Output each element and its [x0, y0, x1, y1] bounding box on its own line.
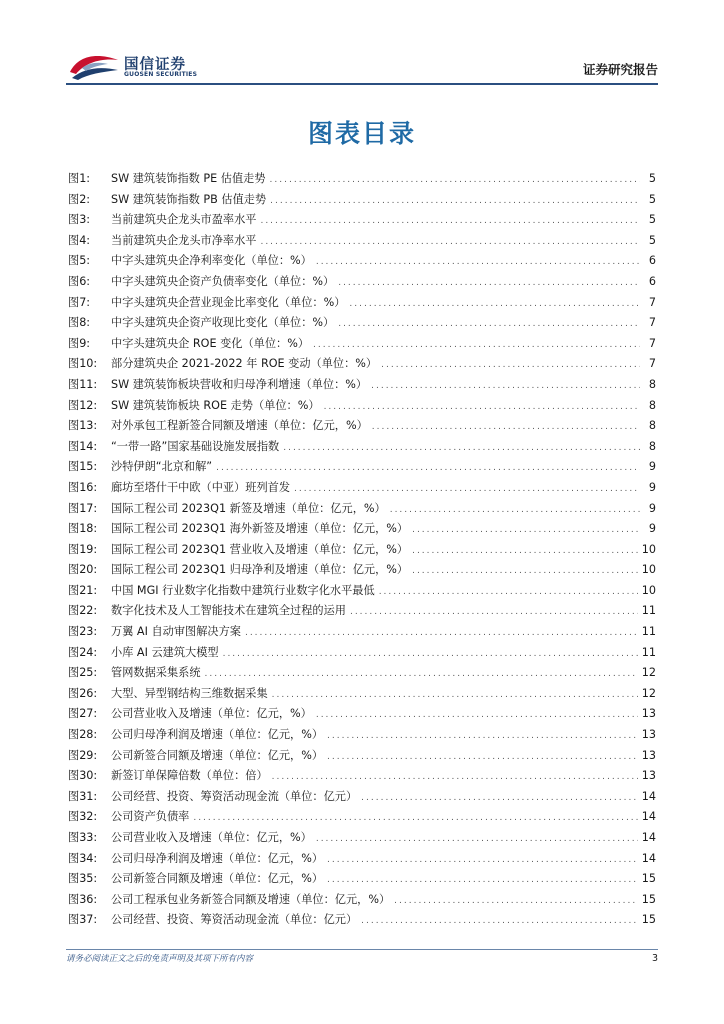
toc-entry-page: 13 [641, 707, 656, 721]
toc-entry-number: 图24: [68, 645, 98, 659]
toc-dot-leader [349, 294, 640, 315]
toc-dot-leader [327, 850, 638, 871]
toc-entry-number: 图23: [68, 625, 98, 639]
toc-entry[interactable] [68, 704, 656, 725]
toc-entry-title: SW 建筑装饰板块 ROE 走势（单位：%） [111, 398, 320, 412]
toc-dot-leader [283, 438, 640, 459]
toc-entry[interactable] [68, 560, 656, 581]
toc-dot-leader [412, 561, 638, 582]
toc-entry-number: 图25: [68, 666, 98, 680]
toc-entry[interactable] [68, 787, 656, 808]
toc-dot-leader [223, 644, 638, 665]
toc-entry-page: 14 [641, 810, 656, 824]
footer-disclaimer: 请务必阅读正文之后的免责声明及其项下所有内容 [66, 954, 254, 964]
toc-entry-page: 6 [648, 274, 656, 288]
toc-entry[interactable] [68, 519, 656, 540]
toc-entry[interactable] [68, 540, 656, 561]
toc-entry-number: 图4: [68, 233, 91, 247]
toc-dot-leader [260, 232, 640, 253]
toc-dot-leader [316, 705, 638, 726]
toc-dot-leader [272, 767, 638, 788]
toc-dot-leader [327, 726, 638, 747]
toc-dot-leader [294, 479, 640, 500]
toc-dot-leader [372, 417, 640, 438]
toc-entry-page: 15 [641, 872, 656, 886]
toc-entry-title: 万翼 AI 自动审图解决方案 [111, 625, 241, 639]
toc-entry-number: 图5: [68, 254, 91, 268]
toc-entry-page: 12 [641, 666, 656, 680]
toc-entry-page: 13 [641, 769, 656, 783]
toc-entry-page: 8 [648, 419, 656, 433]
toc-entry-title: 数字化技术及人工智能技术在建筑全过程的运用 [111, 604, 346, 618]
toc-entry-page: 12 [641, 686, 656, 700]
toc-entry-page: 7 [648, 357, 656, 371]
toc-entry-number: 图30: [68, 769, 98, 783]
toc-entry-page: 14 [641, 851, 656, 865]
toc-entry-page: 8 [648, 439, 656, 453]
toc-entry[interactable] [68, 396, 656, 417]
toc-entry-number: 图16: [68, 480, 98, 494]
toc-entry[interactable] [68, 663, 656, 684]
toc-entry-number: 图37: [68, 913, 98, 927]
toc-entry[interactable] [68, 190, 656, 211]
toc-entry[interactable] [68, 622, 656, 643]
toc-entry-title: 中字头建筑央企净利率变化（单位：%） [111, 254, 312, 268]
toc-entry-page: 15 [641, 913, 656, 927]
toc-dot-leader [371, 376, 640, 397]
toc-dot-leader [205, 664, 638, 685]
toc-entry-page: 7 [648, 295, 656, 309]
toc-dot-leader [412, 541, 638, 562]
toc-entry-number: 图27: [68, 707, 98, 721]
toc-dot-leader [245, 623, 638, 644]
toc-entry-title: 中国 MGI 行业数字化指数中建筑行业数字化水平最低 [111, 583, 375, 597]
toc-dot-leader [379, 582, 638, 603]
toc-entry-number: 图26: [68, 686, 98, 700]
guosen-logo [68, 48, 208, 88]
toc-entry-title: 大型、异型钢结构三维数据采集 [111, 686, 268, 700]
toc-entry-title: 中字头建筑央企营业现金比率变化（单位：%） [111, 295, 346, 309]
toc-dot-leader [316, 252, 640, 273]
page-number: 3 [651, 953, 658, 964]
toc-entry-page: 10 [641, 563, 656, 577]
toc-entry[interactable] [68, 169, 656, 190]
toc-entry-page: 13 [641, 728, 656, 742]
toc-entry-page: 5 [648, 213, 656, 227]
toc-entry[interactable] [68, 416, 656, 437]
toc-dot-leader [260, 211, 640, 232]
toc-dot-leader [270, 191, 640, 212]
toc-entry-page: 14 [641, 831, 656, 844]
toc-entry-number: 图11: [68, 377, 98, 391]
toc-entry[interactable] [68, 643, 656, 664]
toc-entry-number: 图18: [68, 522, 98, 536]
toc-entry-number: 图14: [68, 439, 98, 453]
toc-entry[interactable] [68, 890, 656, 911]
toc-entry-number: 图2: [68, 192, 91, 206]
toc-entry[interactable] [68, 828, 656, 849]
toc-entry[interactable] [68, 334, 656, 355]
toc-entry[interactable] [68, 499, 656, 520]
toc-entry-title: 公司资产负债率 [111, 810, 190, 824]
toc-dot-leader [338, 314, 640, 335]
toc-entry-title: SW 建筑装饰指数 PB 估值走势 [111, 192, 267, 206]
toc-entry-number: 图31: [68, 789, 98, 803]
toc-entry-number: 图1: [68, 172, 91, 185]
toc-dot-leader [327, 870, 638, 891]
toc-entry-number: 图9: [68, 336, 91, 350]
toc-entry-title: 国际工程公司 2023Q1 营业收入及增速（单位：亿元，%） [111, 542, 409, 556]
toc-entry[interactable] [68, 354, 656, 375]
toc-entry[interactable] [68, 601, 656, 622]
logo-chinese-name: 国信证券 [124, 57, 186, 73]
toc-entry-number: 图13: [68, 419, 98, 433]
toc-entry-title: 当前建筑央企龙头市盈率水平 [111, 213, 257, 227]
toc-dot-leader [313, 335, 640, 356]
toc-entry[interactable] [68, 210, 656, 231]
toc-entry-number: 图6: [68, 274, 91, 288]
toc-dot-leader [272, 685, 638, 706]
toc-entry-title: 公司营业收入及增速（单位：亿元，%） [111, 707, 312, 721]
toc-entry-page: 8 [648, 398, 656, 412]
toc-entry-number: 图10: [68, 357, 98, 371]
toc-entry-title: 公司新签合同额及增速（单位：亿元，%） [111, 748, 324, 762]
toc-entry-title: 公司工程承包业务新签合同额及增速（单位：亿元，%） [111, 892, 391, 906]
toc-entry[interactable] [68, 725, 656, 746]
toc-entry-title: 公司经营、投资、筹资活动现金流（单位：亿元） [111, 913, 358, 927]
toc-entry-title: 公司经营、投资、筹资活动现金流（单位：亿元） [111, 789, 358, 803]
page-header [0, 0, 724, 90]
toc-entry[interactable] [68, 457, 656, 478]
logo-mark-icon [68, 48, 120, 82]
toc-entry-page: 8 [648, 377, 656, 391]
toc-dot-leader [381, 355, 640, 376]
toc-entry-page: 7 [648, 316, 656, 330]
footer-divider [66, 949, 658, 950]
toc-entry-page: 15 [641, 892, 656, 906]
toc-entry-number: 图3: [68, 213, 91, 227]
toc-entry-page: 5 [648, 172, 656, 185]
toc-entry-title: “一带一路”国家基础设施发展指数 [111, 439, 280, 453]
header-divider [66, 83, 658, 85]
toc-entry-page: 13 [641, 748, 656, 762]
toc-entry-page: 5 [648, 233, 656, 247]
toc-entry-title: 中字头建筑央企 ROE 变化（单位：%） [111, 336, 310, 350]
toc-entry-number: 图35: [68, 872, 98, 886]
toc-entry[interactable] [68, 807, 656, 828]
toc-entry-title: 公司营业收入及增速（单位：亿元，%） [111, 831, 312, 844]
toc-dot-leader [338, 273, 640, 294]
toc-entry-number: 图22: [68, 604, 98, 618]
toc-dot-leader [193, 808, 637, 829]
toc-entry-page: 11 [641, 604, 656, 618]
toc-entry-title: 中字头建筑央企资产负债率变化（单位：%） [111, 274, 335, 288]
toc-dot-leader [361, 788, 638, 809]
toc-entry-number: 图33: [68, 831, 98, 844]
toc-entry-title: 管网数据采集系统 [111, 666, 201, 680]
toc-entry-title: 小库 AI 云建筑大模型 [111, 645, 219, 659]
toc-entry-page: 9 [648, 501, 656, 515]
toc-entry-title: 中字头建筑央企资产收现比变化（单位：%） [111, 316, 335, 330]
toc-entry[interactable] [68, 231, 656, 252]
toc-entry-title: 沙特伊朗“北京和解” [111, 460, 213, 474]
toc-dot-leader [270, 170, 640, 191]
toc-entry-title: 对外承包工程新签合同额及增速（单位：亿元，%） [111, 419, 368, 433]
toc-entry-number: 图28: [68, 728, 98, 742]
toc-entry[interactable] [68, 437, 656, 458]
toc-entry[interactable] [68, 478, 656, 499]
toc-entry[interactable] [68, 313, 656, 334]
toc-entry-title: SW 建筑装饰指数 PE 估值走势 [111, 172, 266, 185]
toc-entry-title: 国际工程公司 2023Q1 归母净利及增速（单位：亿元，%） [111, 563, 409, 577]
figure-table-of-contents [68, 169, 656, 931]
toc-entry-page: 9 [648, 460, 656, 474]
toc-entry-title: 廊坊至塔什干中欧（中亚）班列首发 [111, 480, 291, 494]
toc-entry[interactable] [68, 684, 656, 705]
toc-entry-title: SW 建筑装饰板块营收和归母净利增速（单位：%） [111, 377, 368, 391]
toc-entry-number: 图12: [68, 398, 98, 412]
toc-entry-page: 10 [641, 583, 656, 597]
toc-entry-number: 图8: [68, 316, 91, 330]
toc-entry-number: 图19: [68, 542, 98, 556]
toc-entry[interactable] [68, 766, 656, 787]
toc-entry[interactable] [68, 849, 656, 870]
toc-entry-page: 7 [648, 336, 656, 350]
toc-entry-page: 9 [648, 522, 656, 536]
toc-entry-title: 国际工程公司 2023Q1 海外新签及增速（单位：亿元，%） [111, 522, 409, 536]
toc-dot-leader [394, 891, 638, 912]
toc-entry-page: 14 [641, 789, 656, 803]
page-title: 图表目录 [307, 119, 416, 148]
toc-entry-number: 图17: [68, 501, 98, 515]
toc-entry-page: 11 [641, 645, 656, 659]
toc-entry-title: 公司新签合同额及增速（单位：亿元，%） [111, 872, 324, 886]
toc-entry-page: 6 [648, 254, 656, 268]
toc-entry-number: 图15: [68, 460, 98, 474]
toc-entry-page: 9 [648, 480, 656, 494]
toc-dot-leader [324, 397, 640, 418]
toc-entry-title: 当前建筑央企龙头市净率水平 [111, 233, 257, 247]
toc-entry-number: 图29: [68, 748, 98, 762]
toc-entry-title: 公司归母净利润及增速（单位：亿元，%） [111, 851, 324, 865]
toc-entry-title: 公司归母净利润及增速（单位：亿元，%） [111, 728, 324, 742]
toc-dot-leader [350, 602, 638, 623]
toc-entry[interactable] [68, 869, 656, 890]
toc-entry[interactable] [68, 746, 656, 767]
toc-entry[interactable] [68, 581, 656, 602]
toc-entry-title: 国际工程公司 2023Q1 新签及增速（单位：亿元，%） [111, 501, 386, 515]
toc-entry[interactable] [68, 910, 656, 931]
toc-entry-number: 图34: [68, 851, 98, 865]
toc-entry[interactable] [68, 293, 656, 314]
report-type-label: 证券研究报告 [582, 62, 658, 77]
toc-entry-number: 图20: [68, 563, 98, 577]
logo-english-name: GUOSEN SECURITIES [124, 71, 198, 78]
toc-dot-leader [216, 458, 640, 479]
toc-dot-leader [361, 911, 638, 932]
toc-entry-page: 11 [641, 625, 656, 639]
toc-entry-number: 图21: [68, 583, 98, 597]
toc-entry-title: 部分建筑央企 2021-2022 年 ROE 变动（单位：%） [111, 357, 378, 371]
toc-entry-page: 5 [648, 192, 656, 206]
toc-entry[interactable] [68, 272, 656, 293]
toc-entry[interactable] [68, 251, 656, 272]
toc-dot-leader [316, 829, 638, 850]
toc-dot-leader [327, 747, 638, 768]
toc-entry-title: 新签订单保障倍数（单位：倍） [111, 769, 268, 783]
toc-entry-page: 10 [641, 542, 656, 556]
toc-entry-number: 图7: [68, 295, 91, 309]
toc-entry-number: 图36: [68, 892, 98, 906]
toc-entry-number: 图32: [68, 810, 98, 824]
toc-entry[interactable] [68, 375, 656, 396]
toc-dot-leader [412, 520, 640, 541]
toc-dot-leader [390, 500, 640, 521]
